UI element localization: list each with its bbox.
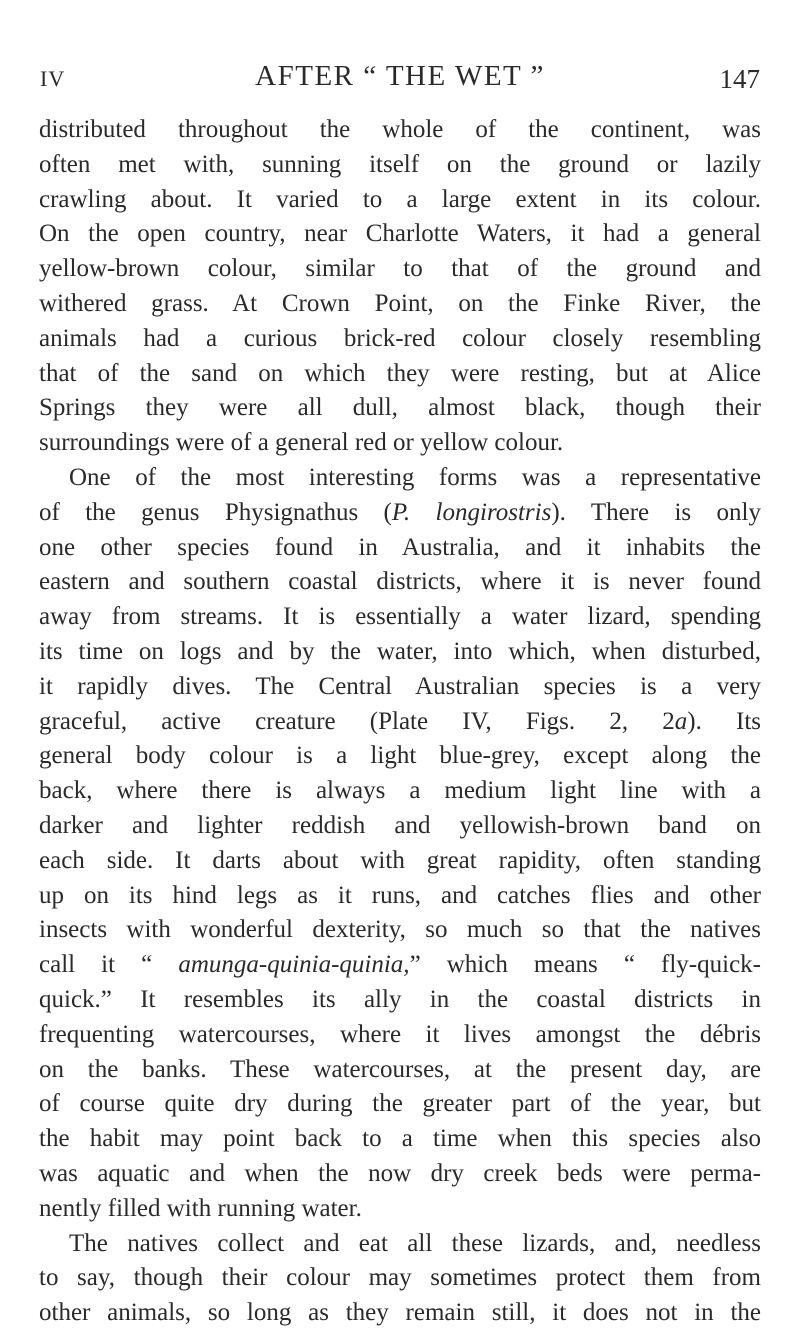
text-line-part: ). There is only xyxy=(551,498,761,526)
text-line-part: ” which means “ fly-quick- xyxy=(409,951,761,979)
text-line: yellow-brown colour, similar to that of the ground and xyxy=(39,255,761,283)
text-line: general body colour is a light blue-grey, except along the xyxy=(39,742,761,770)
text-line: on the banks. These watercourses, at the present day, are xyxy=(39,1055,761,1083)
native-name: amunga-quinia-quinia, xyxy=(178,951,410,979)
text-line: to say, though their colour may sometimes protect them from xyxy=(39,1264,761,1292)
text-line: crawling about. It varied to a large extent in its colour. xyxy=(39,185,761,213)
running-title: AFTER “ THE WET ” xyxy=(255,60,545,92)
text-line: was aquatic and when the now dry creek beds were perma- xyxy=(39,1159,761,1187)
body-text xyxy=(39,113,761,1331)
text-line: often met with, sunning itself on the ground or lazily xyxy=(39,150,761,178)
text-line: insects with wonderful dexterity, so much so that the natives xyxy=(39,916,761,944)
chapter-number: IV xyxy=(40,66,66,91)
text-line: animals had a curious brick-red colour closely resembling xyxy=(39,324,761,352)
text-line: The natives collect and eat all these lizards, and, needless xyxy=(69,1229,761,1257)
figure-suffix: a xyxy=(674,707,688,735)
text-line: back, where there is always a medium light line with a xyxy=(39,777,761,805)
paragraph-3 xyxy=(39,1227,761,1331)
species-name: P. longirostris xyxy=(391,498,552,526)
text-line xyxy=(39,948,761,983)
text-line-part: call it “ xyxy=(39,951,179,979)
text-line-part: graceful, active creature (Plate IV, Figs. 2, 2 xyxy=(39,707,675,735)
paragraph-1 xyxy=(39,113,761,461)
text-line: quick.” It resembles its ally in the coastal districts in xyxy=(39,985,761,1013)
text-line: that of the sand on which they were resting, but at Alice xyxy=(39,359,761,387)
text-line-part: of the genus Physignathus ( xyxy=(39,498,392,526)
paragraph-2 xyxy=(39,461,761,1227)
text-line: distributed throughout the whole of the continent, was xyxy=(39,116,761,143)
text-line xyxy=(39,705,761,740)
text-line: surroundings were of a general red or yellow colour. xyxy=(39,429,564,457)
text-line: eastern and southern coastal districts, where it is never found xyxy=(39,568,761,596)
text-line: other animals, so long as they remain still, it does not in the xyxy=(39,1299,761,1327)
text-line: darker and lighter reddish and yellowish-brown band on xyxy=(39,811,761,839)
text-line: the habit may point back to a time when this species also xyxy=(39,1125,761,1153)
text-line: frequenting watercourses, where it lives amongst the débris xyxy=(39,1020,761,1048)
text-line: Springs they were all dull, almost black, though their xyxy=(39,394,761,422)
text-line: up on its hind legs as it runs, and catches flies and other xyxy=(39,881,761,909)
text-line: One of the most interesting forms was a representative xyxy=(69,463,761,491)
text-line: away from streams. It is essentially a water lizard, spending xyxy=(39,603,761,631)
page-number: 147 xyxy=(719,64,760,94)
running-header xyxy=(40,60,760,100)
text-line: On the open country, near Charlotte Waters, it had a general xyxy=(39,220,761,248)
text-line-part: ). Its xyxy=(687,707,761,735)
text-line: it rapidly dives. The Central Australian species is a very xyxy=(39,672,761,700)
text-line xyxy=(39,496,761,531)
text-line: one other species found in Australia, and it inhabits the xyxy=(39,533,761,561)
text-line: of course quite dry during the greater part of the year, but xyxy=(39,1090,761,1118)
text-line: withered grass. At Crown Point, on the Finke River, the xyxy=(39,289,761,317)
text-line: nently filled with running water. xyxy=(39,1194,362,1222)
text-line: each side. It darts about with great rapidity, often standing xyxy=(39,846,761,874)
text-line: its time on logs and by the water, into which, when disturbed, xyxy=(39,637,761,665)
